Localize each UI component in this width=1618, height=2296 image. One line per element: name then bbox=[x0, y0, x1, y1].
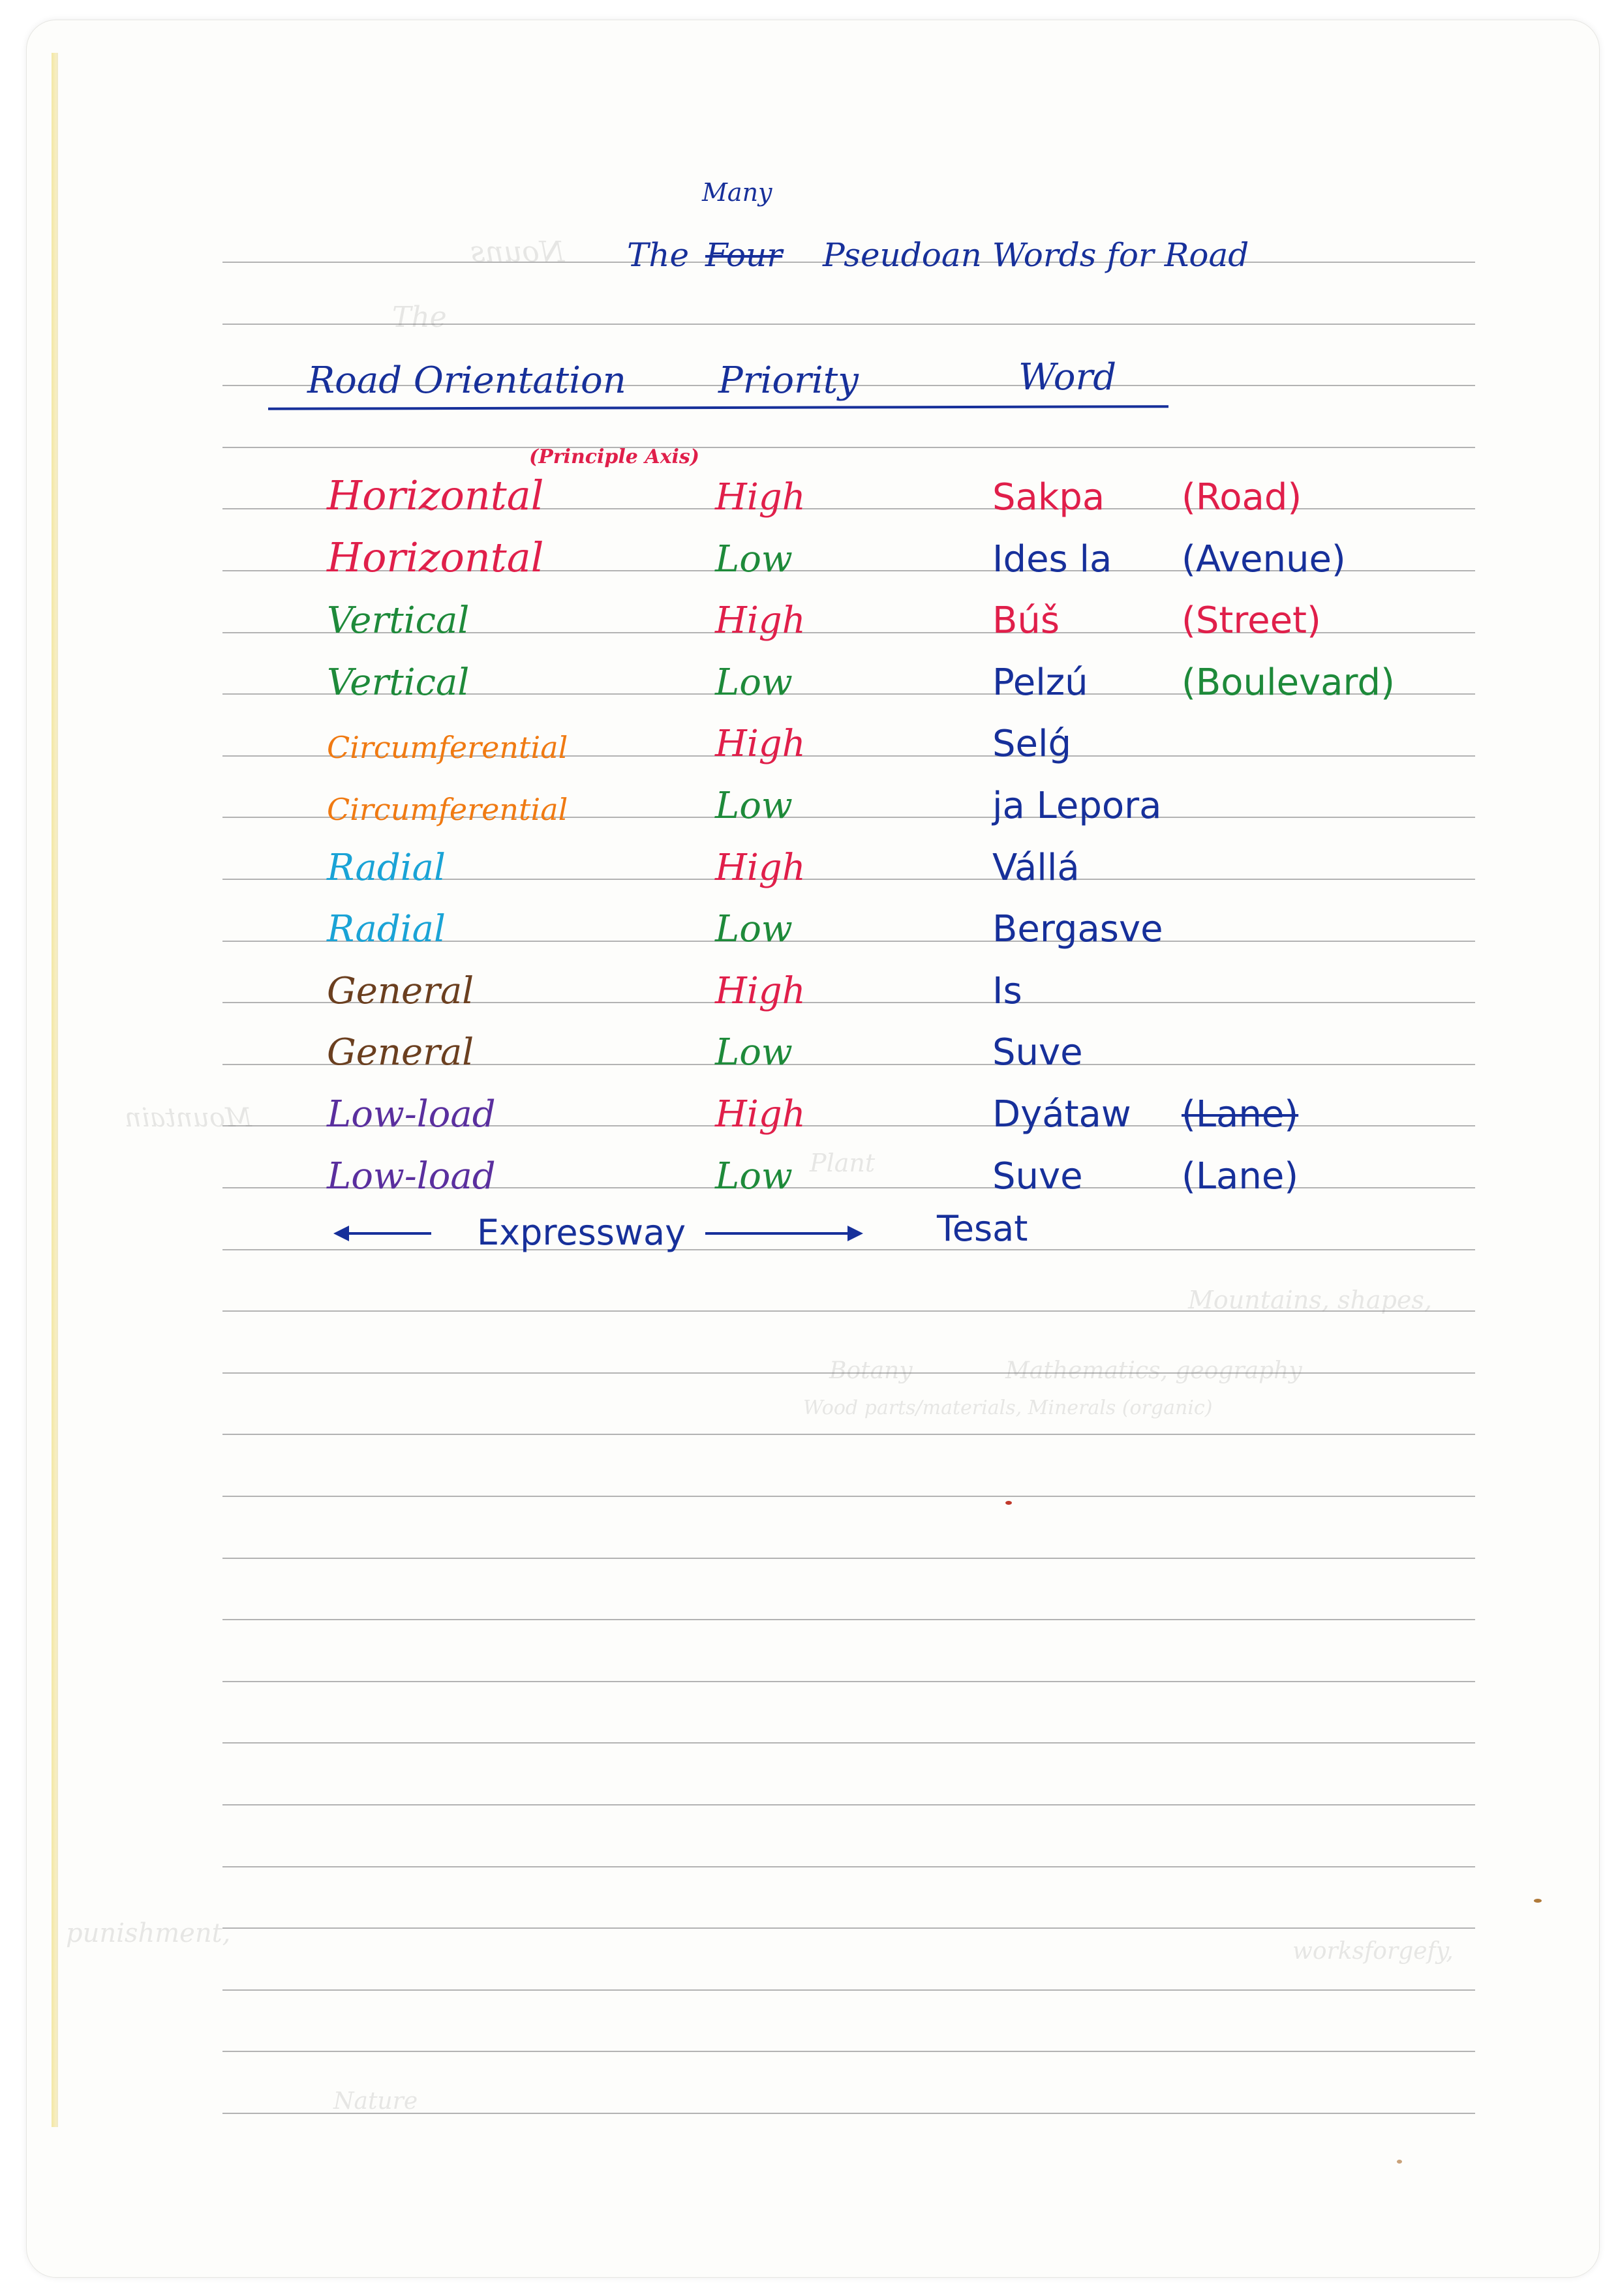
bleed-through-text: Plant bbox=[810, 1149, 876, 1177]
title-word-the: The bbox=[627, 236, 690, 274]
title-struck-word: Four bbox=[705, 236, 783, 274]
page-spine-edge bbox=[52, 53, 58, 2127]
row-orientation: Horizontal bbox=[327, 472, 544, 519]
row-word: Vállá bbox=[992, 847, 1080, 889]
row-word: Dyátaw bbox=[992, 1093, 1131, 1136]
left-arrow-line bbox=[346, 1232, 431, 1235]
row-orientation: General bbox=[327, 1031, 474, 1074]
header-word: Word bbox=[1018, 356, 1117, 399]
row-gloss: (Street) bbox=[1182, 599, 1321, 642]
ruled-line bbox=[222, 1619, 1475, 1620]
row-orientation: Circumferential bbox=[327, 730, 568, 765]
row-word: Pelzú bbox=[992, 661, 1088, 704]
row-word: Suve bbox=[992, 1155, 1083, 1198]
ruled-line bbox=[222, 1866, 1475, 1867]
bleed-through-text: Wood parts/materials, Minerals (organic) bbox=[803, 1397, 1213, 1419]
row-priority: Low bbox=[715, 908, 793, 950]
row-orientation: Horizontal bbox=[327, 534, 544, 581]
row-word: Búš bbox=[992, 599, 1060, 642]
expressway-word: Tesat bbox=[937, 1208, 1028, 1249]
row-orientation: Low-load bbox=[327, 1093, 496, 1136]
page-title: Pseudoan Words for Road bbox=[823, 236, 1249, 274]
row-gloss: (Boulevard) bbox=[1182, 661, 1395, 704]
header-priority: Priority bbox=[718, 359, 859, 402]
bleed-through-text: punishment, bbox=[66, 1918, 231, 1948]
row-priority: High bbox=[715, 847, 806, 889]
ruled-line bbox=[222, 1742, 1475, 1744]
row-word: ja Lepora bbox=[992, 785, 1162, 827]
row-priority: Low bbox=[715, 1031, 793, 1074]
notebook-page bbox=[26, 20, 1600, 2278]
title-insertion: Many bbox=[702, 178, 772, 207]
row-word: Is bbox=[992, 970, 1022, 1012]
row-orientation: Vertical bbox=[327, 599, 470, 642]
ruled-line bbox=[222, 1249, 1475, 1250]
row-orientation: Low-load bbox=[327, 1155, 496, 1198]
ruled-line bbox=[222, 1496, 1475, 1497]
bleed-through-text: Botany bbox=[829, 1357, 913, 1384]
row-priority: Low bbox=[715, 661, 793, 704]
row-priority: High bbox=[715, 1093, 806, 1136]
row-priority: High bbox=[715, 970, 806, 1012]
bleed-through-text: Nouns bbox=[470, 235, 565, 269]
ruled-line bbox=[222, 1681, 1475, 1682]
bleed-through-text: Mountains, shapes, bbox=[1188, 1286, 1432, 1314]
row-word: Selǵ bbox=[992, 723, 1072, 765]
row-gloss: (Lane) bbox=[1182, 1093, 1299, 1136]
row-orientation: General bbox=[327, 970, 474, 1012]
expressway-label: Expressway bbox=[477, 1212, 686, 1253]
bleed-through-text: worksforgefy, bbox=[1292, 1938, 1454, 1965]
right-arrow-line bbox=[705, 1232, 849, 1235]
row-orientation: Radial bbox=[327, 908, 446, 950]
row-priority: High bbox=[715, 723, 806, 765]
ruled-line bbox=[222, 1804, 1475, 1805]
header-road-orientation: Road Orientation bbox=[307, 359, 626, 402]
ruled-line bbox=[222, 2051, 1475, 2052]
right-arrow-icon bbox=[847, 1226, 863, 1241]
row-gloss: (Avenue) bbox=[1182, 538, 1346, 581]
ink-speck bbox=[1397, 2160, 1402, 2164]
ruled-line bbox=[222, 1927, 1475, 1929]
ruled-line bbox=[222, 1558, 1475, 1559]
row-priority: Low bbox=[715, 538, 793, 581]
row-word: Sakpa bbox=[992, 476, 1105, 519]
row-priority: High bbox=[715, 599, 806, 642]
principle-axis-note: (Principle Axis) bbox=[529, 446, 699, 468]
row-priority: Low bbox=[715, 785, 793, 827]
header-underline bbox=[268, 405, 1168, 410]
row-orientation: Vertical bbox=[327, 661, 470, 704]
ruled-line bbox=[222, 1989, 1475, 1991]
ruled-line bbox=[222, 1434, 1475, 1435]
row-priority: High bbox=[715, 476, 806, 519]
ink-speck bbox=[1005, 1501, 1012, 1505]
row-gloss: (Road) bbox=[1182, 476, 1302, 519]
bleed-through-text: Mountain bbox=[125, 1103, 252, 1133]
row-word: Bergasve bbox=[992, 908, 1163, 950]
row-orientation: Radial bbox=[327, 847, 446, 889]
bleed-through-text: Nature bbox=[333, 2088, 418, 2115]
bleed-through-text: Mathematics, geography bbox=[1005, 1357, 1302, 1384]
row-priority: Low bbox=[715, 1155, 793, 1198]
bleed-through-text: The bbox=[392, 301, 447, 334]
row-word: Suve bbox=[992, 1031, 1083, 1074]
row-orientation: Circumferential bbox=[327, 792, 568, 827]
ruled-line bbox=[222, 447, 1475, 448]
ink-speck bbox=[1534, 1899, 1542, 1903]
row-word: Ides la bbox=[992, 538, 1112, 581]
row-gloss: (Lane) bbox=[1182, 1155, 1299, 1198]
